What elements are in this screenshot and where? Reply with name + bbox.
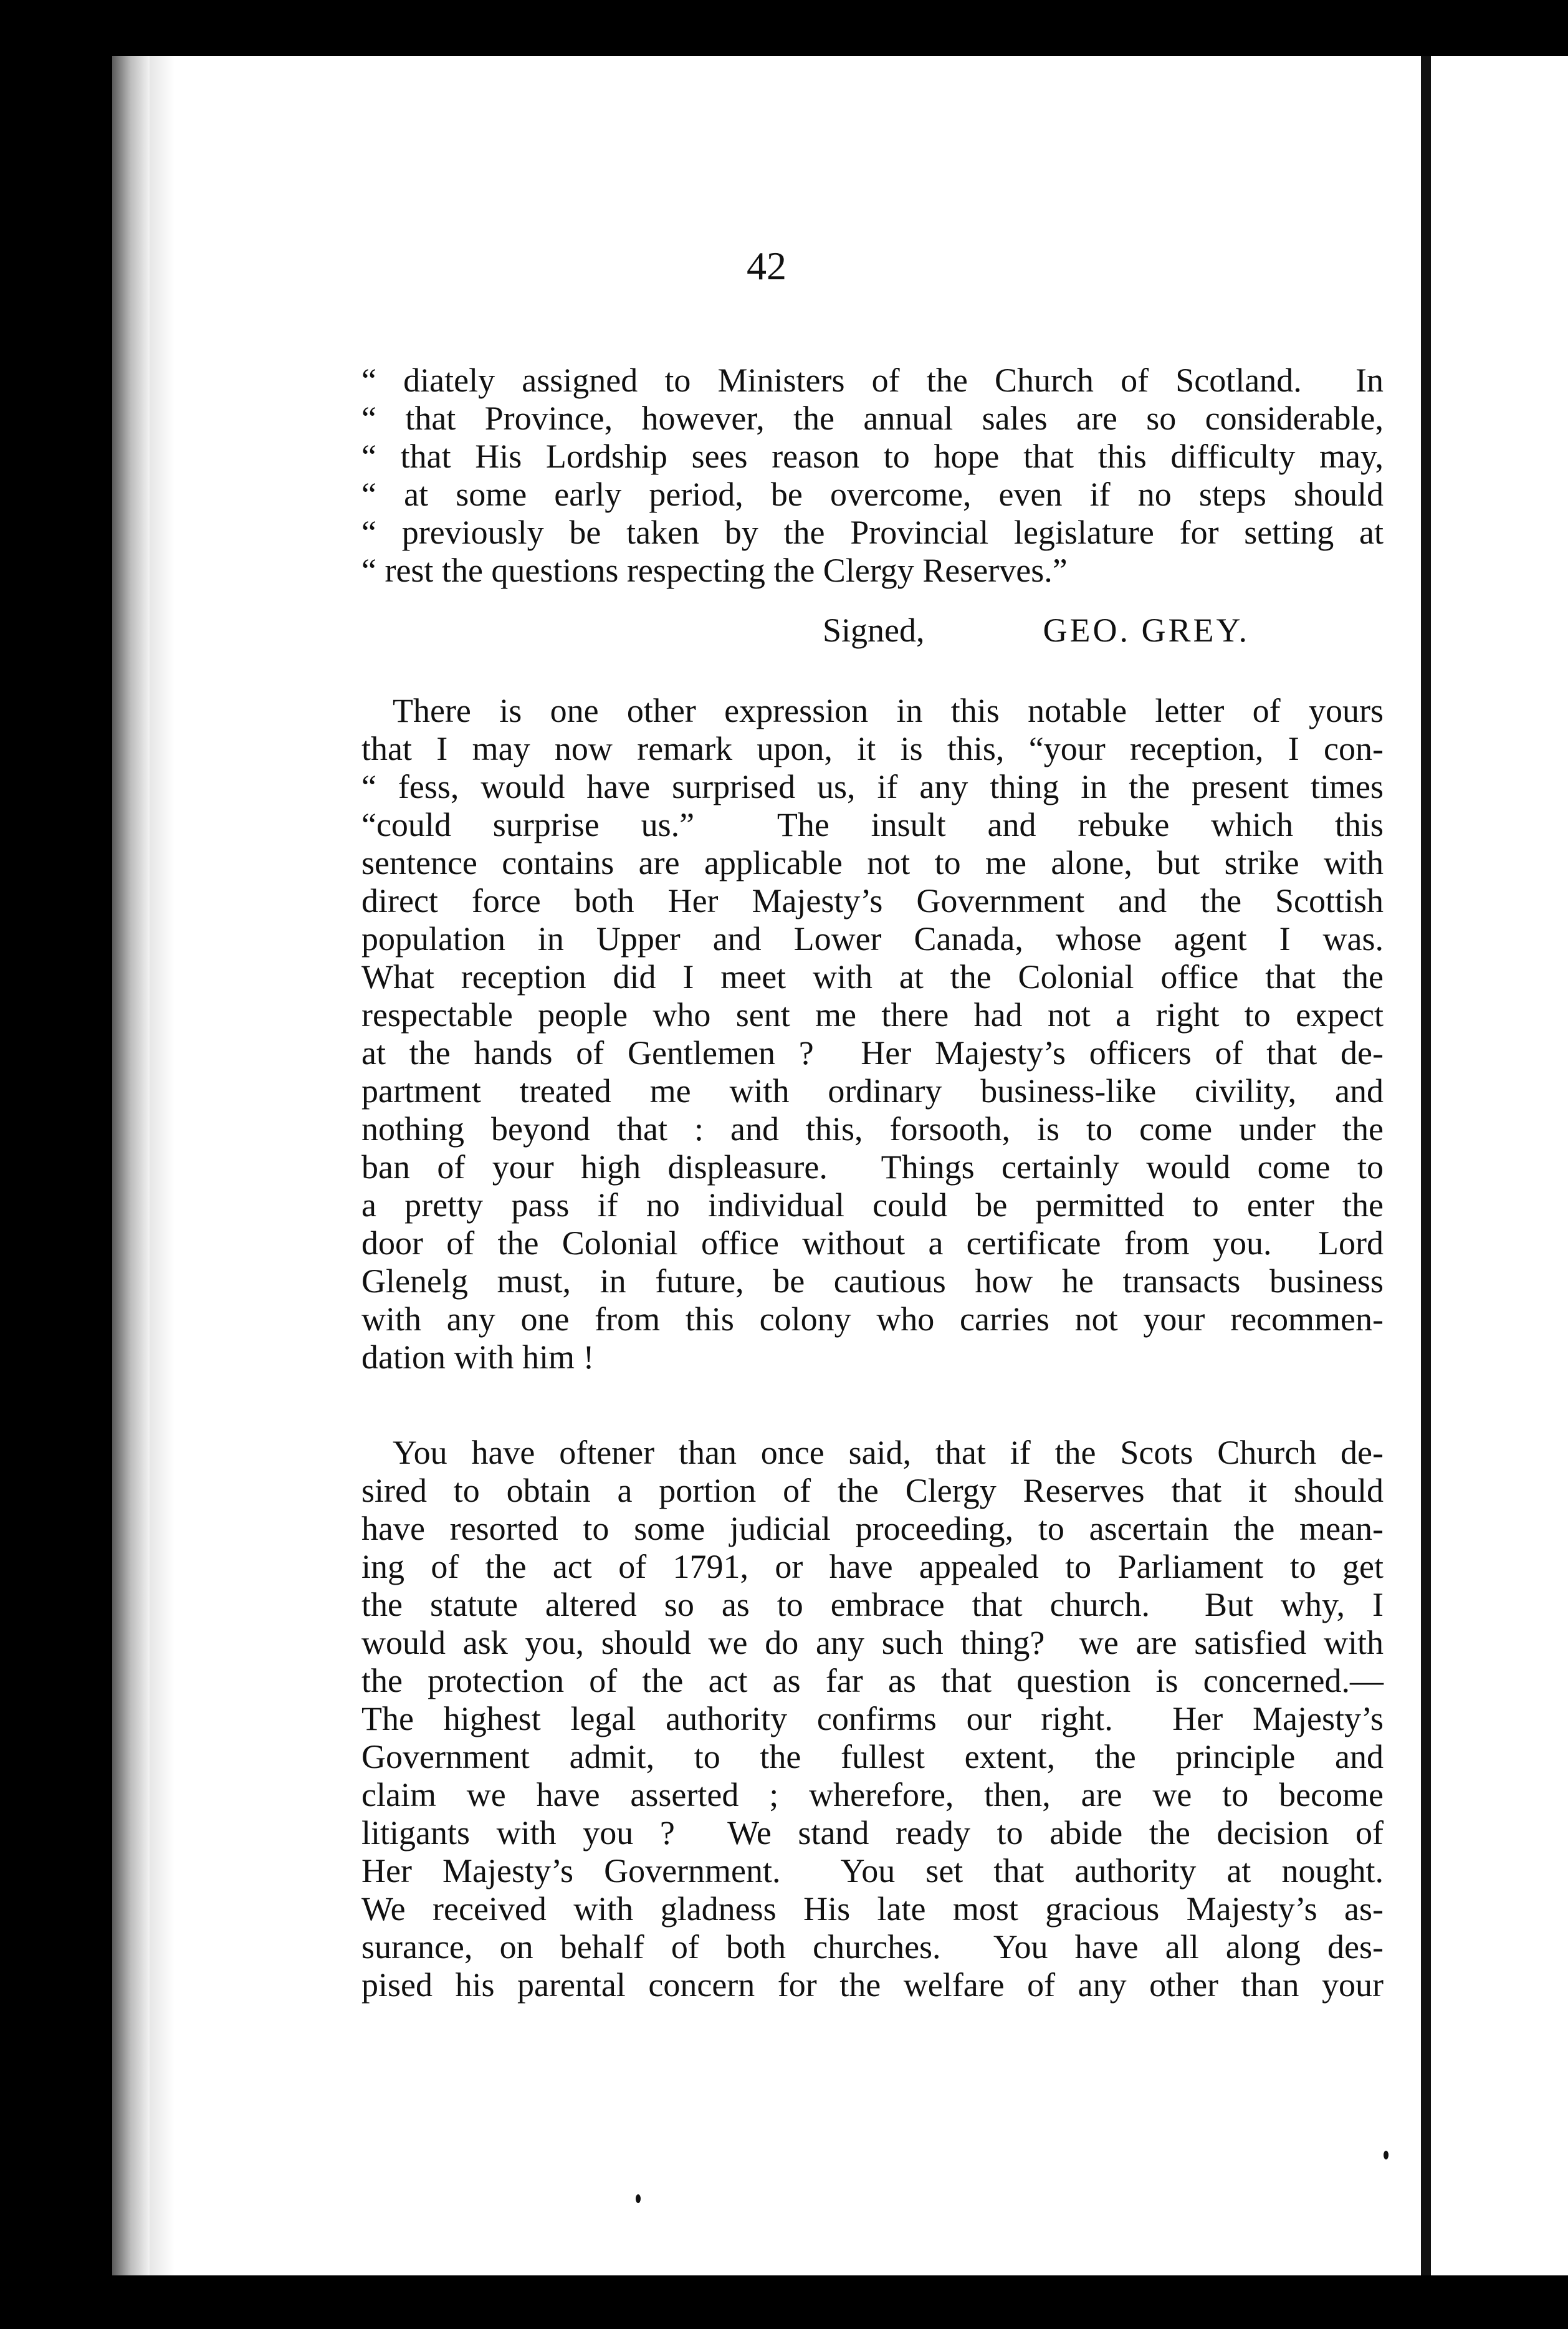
paragraph-line: You have oftener than once said, that if the Scots Church de- [393,1434,1384,1471]
quote-line: “ that Province, however, the annual sales are so considerable, [361,400,1384,437]
paragraph-line: the statute altered so as to embrace that church. But why, I [361,1586,1384,1623]
paragraph-line: What reception did I meet with at the Colonial office that the [361,958,1384,996]
paragraph-line: dation with him ! [361,1338,595,1376]
quote-line: “ previously be taken by the Provincial legislature for setting at [361,514,1384,551]
paragraph-line: have resorted to some judicial proceeding, to ascertain the mean- [361,1510,1384,1547]
paragraph-line: direct force both Her Majesty’s Government and the Scottish [361,882,1384,920]
paragraph-line: We received with gladness His late most gracious Majesty’s as- [361,1890,1384,1928]
paragraph-line: that I may now remark upon, it is this, “your reception, I con- [361,730,1384,767]
paragraph-line: Her Majesty’s Government. You set that authority at nought. [361,1852,1384,1890]
facing-page [1431,56,1568,2275]
binding-shadow [112,56,150,2275]
paragraph-line: the protection of the act as far as that question is concerned.— [361,1662,1384,1699]
signed-name: GEO. GREY. [1043,612,1250,649]
paragraph-line: with any one from this colony who carries not your recommen- [361,1300,1384,1338]
paragraph-2 [361,1434,1384,2004]
quote-line: “ diately assigned to Ministers of the Church of Scotland. In [361,362,1384,399]
paragraph-line: population in Upper and Lower Canada, whose agent I was. [361,920,1384,958]
paragraph-line: The highest legal authority confirms our right. Her Majesty’s [361,1700,1384,1737]
signature-block [823,611,1250,650]
quote-line: “ that His Lordship sees reason to hope that this difficulty may, [361,438,1384,475]
paragraph-line: partment treated me with ordinary business-like civility, and [361,1072,1384,1110]
paragraph-line: “ fess, would have surprised us, if any thing in the present times [361,768,1384,805]
paragraph-line: pised his parental concern for the welfare of any other than your [361,1966,1384,2004]
paragraph-line: claim we have asserted ; wherefore, then, are we to become [361,1776,1384,1813]
paragraph-line: sentence contains are applicable not to me alone, but strike with [361,844,1384,881]
page-number: 42 [747,244,786,288]
paragraph-line: ban of your high displeasure. Things certainly would come to [361,1148,1384,1186]
paragraph-line: There is one other expression in this notable letter of yours [393,692,1384,729]
paragraph-line: ing of the act of 1791, or have appealed to Parliament to get [361,1548,1384,1585]
book-page [112,56,1421,2275]
ink-speck [636,2194,641,2203]
paragraph-line: litigants with you ? We stand ready to abide the decision of [361,1814,1384,1851]
paragraph-line: respectable people who sent me there had not a right to expect [361,996,1384,1034]
paragraph-line: a pretty pass if no individual could be permitted to enter the [361,1186,1384,1224]
ink-speck [1384,2151,1389,2159]
paragraph-line: surance, on behalf of both churches. You have all along des- [361,1928,1384,1966]
paragraph-line: Government admit, to the fullest extent, the principle and [361,1738,1384,1775]
paragraph-1 [361,692,1384,1376]
signed-label: Signed, [823,612,925,649]
paragraph-line: nothing beyond that : and this, forsooth, is to come under the [361,1110,1384,1148]
paragraph-line: “could surprise us.” The insult and rebuke which this [361,806,1384,843]
quote-line: “ rest the questions respecting the Clergy Reserves.” [361,552,1068,589]
paragraph-line: sired to obtain a portion of the Clergy Reserves that it should [361,1472,1384,1509]
paragraph-line: would ask you, should we do any such thing? we are satisfied with [361,1624,1384,1661]
paragraph-line: door of the Colonial office without a certificate from you. Lord [361,1224,1384,1262]
paragraph-line: at the hands of Gentlemen ? Her Majesty’s officers of that de- [361,1034,1384,1072]
paragraph-line: Glenelg must, in future, be cautious how he transacts business [361,1262,1384,1300]
binding-gradient [150,56,174,2275]
quoted-letter [361,362,1384,590]
quote-line: “ at some early period, be overcome, even if no steps should [361,476,1384,513]
page-edge [1421,56,1431,2275]
